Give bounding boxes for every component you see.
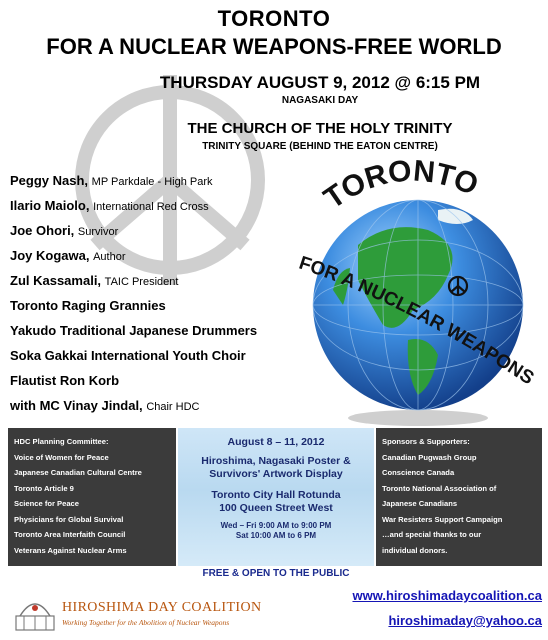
event-venue: THE CHURCH OF THE HOLY TRINITY bbox=[187, 120, 453, 137]
speaker-item: with MC Vinay Jindal, Chair HDC bbox=[10, 398, 200, 413]
free-admission-text: FREE & OPEN TO THE PUBLIC bbox=[202, 568, 350, 579]
panel-heading: Sponsors & Supporters: bbox=[382, 437, 470, 446]
event-occasion: NAGASAKI DAY bbox=[281, 95, 359, 106]
list-item: Japanese Canadian Cultural Centre bbox=[14, 468, 142, 477]
list-item: individual donors. bbox=[382, 545, 448, 555]
list-item: Canadian Pugwash Group bbox=[382, 452, 477, 462]
list-item: Science for Peace bbox=[14, 499, 80, 508]
planning-committee-panel bbox=[8, 428, 176, 566]
exhibit-panel bbox=[178, 428, 374, 566]
speaker-item: Yakudo Traditional Japanese Drummers bbox=[10, 323, 258, 338]
speaker-item: Toronto Raging Grannies bbox=[10, 298, 166, 313]
coalition-name: HIROSHIMA DAY COALITION bbox=[62, 600, 262, 615]
list-item: Physicians for Global Survival bbox=[14, 514, 124, 524]
speaker-item: Joy Kogawa, Author bbox=[10, 248, 126, 263]
exhibit-hours-line1: Wed – Fri 9:00 AM to 9:00 PM bbox=[220, 521, 332, 530]
exhibit-place-line2: 100 Queen Street West bbox=[219, 502, 333, 514]
panel-heading: HDC Planning Committee: bbox=[14, 437, 109, 446]
list-item: Toronto Area Interfaith Council bbox=[14, 530, 126, 539]
exhibit-hours-line2: Sat 10:00 AM to 6 PM bbox=[235, 531, 317, 540]
event-slogan-title: FOR A NUCLEAR WEAPONS-FREE WORLD bbox=[46, 34, 502, 59]
event-venue-detail: TRINITY SQUARE (BEHIND THE EATON CENTRE) bbox=[202, 141, 438, 152]
list-item: Toronto Article 9 bbox=[14, 483, 74, 493]
globe-arc-text: TORONTO bbox=[318, 154, 483, 216]
website-link[interactable]: www.hiroshimadaycoalition.ca bbox=[352, 588, 542, 603]
list-item: Japanese Canadians bbox=[382, 499, 458, 508]
exhibit-place-line1: Toronto City Hall Rotunda bbox=[211, 489, 341, 501]
globe-graphic bbox=[288, 150, 548, 430]
exhibit-title-line2: Survivors' Artwork Display bbox=[209, 468, 343, 480]
event-city-title: TORONTO bbox=[217, 6, 331, 31]
list-item: Veterans Against Nuclear Arms bbox=[14, 545, 127, 555]
coalition-tagline: Working Together for the Abolition of Nuclear Weapons bbox=[62, 618, 230, 627]
list-item: Conscience Canada bbox=[382, 468, 455, 477]
coalition-logo-icon bbox=[10, 586, 60, 636]
list-item: Voice of Women for Peace bbox=[14, 452, 109, 462]
email-link[interactable]: hiroshimaday@yahoo.ca bbox=[388, 613, 542, 628]
exhibit-dates: August 8 – 11, 2012 bbox=[227, 436, 325, 448]
speaker-item: Ilario Maiolo, International Red Cross bbox=[10, 198, 209, 213]
event-date: THURSDAY AUGUST 9, 2012 @ 6:15 PM bbox=[159, 73, 481, 92]
exhibit-title-line1: Hiroshima, Nagasaki Poster & bbox=[201, 455, 351, 467]
list-item: …and special thanks to our bbox=[382, 530, 482, 539]
sponsors-panel bbox=[376, 428, 542, 566]
list-item: War Resisters Support Campaign bbox=[382, 514, 503, 524]
list-item: Toronto National Association of bbox=[382, 483, 497, 493]
globe-band-text: FOR A NUCLEAR WEAPONS bbox=[296, 252, 538, 390]
speaker-item: Soka Gakkai International Youth Choir bbox=[10, 348, 246, 363]
speaker-item: Peggy Nash, MP Parkdale - High Park bbox=[10, 173, 213, 188]
speaker-list bbox=[10, 172, 300, 422]
speaker-item: Zul Kassamali, TAIC President bbox=[10, 273, 179, 288]
speaker-item: Joe Ohori, Survivor bbox=[10, 223, 119, 238]
globe-icon bbox=[288, 150, 548, 430]
speaker-item: Flautist Ron Korb bbox=[10, 373, 120, 388]
